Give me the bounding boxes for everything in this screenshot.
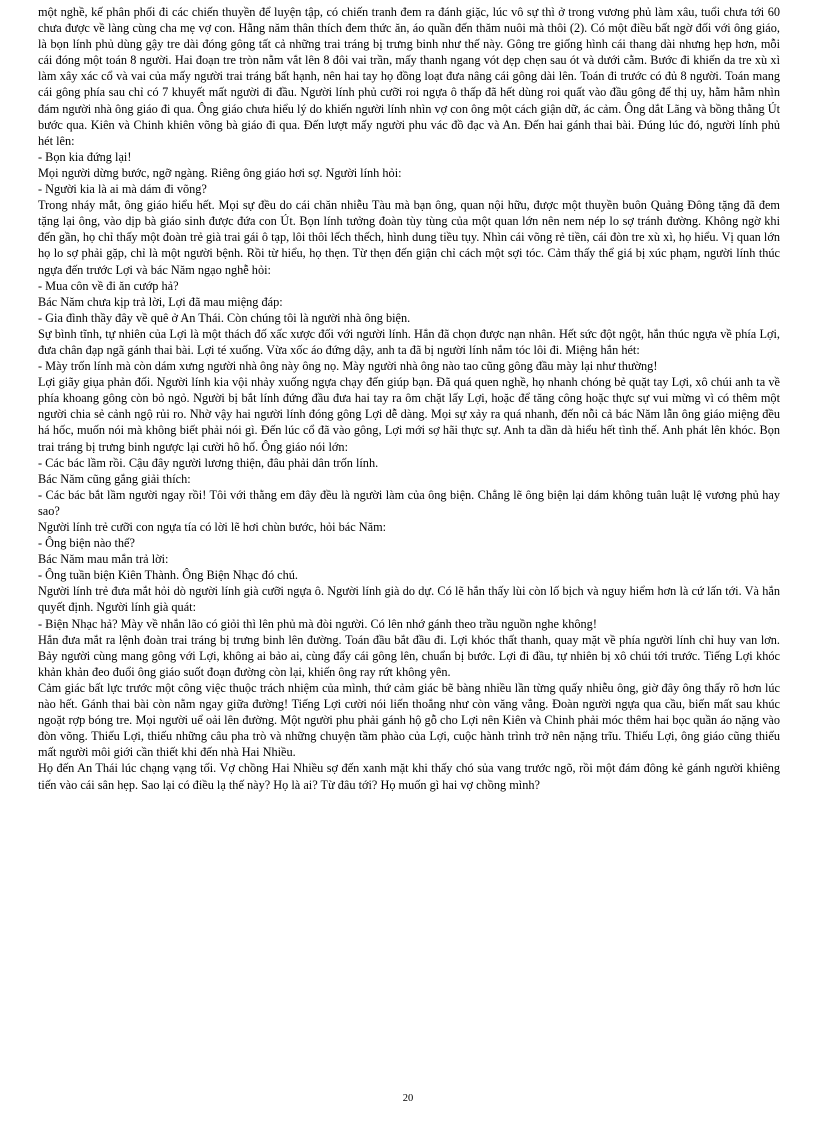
paragraph: Lợi giãy giụa phản đối. Người lính kia vội nhảy xuống ngựa chạy đến giúp bạn. Đã quá quen nghề, họ nhanh chóng bẻ quặt tay Lợi, xô chúi anh ta về phía khoang gông còn bỏ ngỏ. Người bị bắt lính đứng đầu đưa hai tay ra ôm chặt lấy Lợi, hoặc để tăng công hoặc thực sự vui mừng vì có thêm một người chia sẻ cảnh ngộ rủi ro. Nhờ vậy hai người lính đóng gông Lợi dễ dàng. Mọi sự xảy ra quá nhanh, đến nỗi cả bác Năm lẫn ông giáo miệng đều há hốc, muốn nói mà không biết phải nói gì. Đến lúc cổ đã vào gông, Lợi mới sợ hãi thực sự. Anh ta dần dà hiểu hết tình thế. Anh phát lên khóc. Bọn trai tráng bị trưng binh ngược lại cười hô hố. Ông giáo nói lớn:	[38, 375, 780, 454]
dialogue-line: - Biện Nhạc hả? Mày về nhắn lão có giỏi thì lên phủ mà đòi người. Có lên nhớ gánh theo trầu nguồn nghe không!	[38, 616, 597, 631]
paragraph: Người lính trẻ đưa mắt hỏi dò người lính già cưỡi ngựa ô. Người lính già do dự. Có lẽ hắn thấy lùi còn lố bịch và nguy hiểm hơn là cứ lấn tới. Và hắn quyết định. Người lính già quát:	[38, 584, 780, 615]
paragraph: Họ đến An Thái lúc chạng vạng tối. Vợ chồng Hai Nhiều sợ đến xanh mặt khi thấy chó sủa vang trước ngõ, rồi một đám đông kẻ gánh người khiêng tiến vào cái sân hẹp. Sao lại có điều lạ thế này? Họ là ai? Từ đâu tới? Họ muốn gì hai vợ chồng mình?	[38, 761, 780, 792]
dialogue-line: - Ông biện nào thế?	[38, 536, 135, 551]
paragraph: Bác Năm chưa kịp trả lời, Lợi đã mau miệng đáp:	[38, 294, 283, 309]
paragraph: Bác Năm cũng gắng giải thích:	[38, 471, 191, 486]
page-number: 20	[402, 1093, 414, 1104]
dialogue-line: - Các bác bắt lầm người ngay rồi! Tôi với thằng em đây đều là người làm của ông biện. Chẳng lẽ ông biện lại dám không tuân luật lệ vương phủ hay sao?	[38, 487, 780, 518]
document-body	[38, 4, 780, 793]
dialogue-line: - Gia đình thầy đây về quê ở An Thái. Còn chúng tôi là người nhà ông biện.	[38, 310, 411, 325]
paragraph: Hắn đưa mắt ra lệnh đoàn trai tráng bị trưng binh lên đường. Toán đầu bắt đầu đi. Lợi khóc thất thanh, quay mặt về phía người lính chỉ huy van lơn. Bảy người cùng mang gông với Lợi, không ai bảo ai, cùng đẩy cái gông lên, chuẩn bị bước. Lợi đi đầu, tự nhiên bị xô chúi tới trước. Tiếng Lợi khóc khản khản đeo đuổi ông giáo suốt đoạn đường còn lại, khiến ông ray rứt không yên.	[38, 632, 780, 679]
paragraph: Cảm giác bất lực trước một công việc thuộc trách nhiệm của mình, thứ cảm giác bẽ bàng nhiều lần từng quấy nhiễu ông, giờ đây ông thấy rõ hơn lúc nào hết. Gánh thai bài còn nằm ngay giữa đường! Tiếng Lợi cười nói liến thoắng như còn văng vẳng. Đoàn người ngựa qua cầu, biến mất sau khúc ngoặt rợp bóng tre. Mọi người uể oải lên đường. Một người phu phải gánh hộ gỗ cho Lợi nên Kiên và Chinh phải móc thêm hai bọc quần áo nặng vào đòn võng. Thiếu Lợi, thiếu những câu pha trò và những chuyện tầm phào của Lợi, cuộc hành trình trở nên nặng trĩu. Thiếu Lợi, ông giáo cũng thiếu mất người môi giới cần thiết khi đến nhà Hai Nhiều.	[38, 680, 780, 760]
dialogue-line: - Ông tuần biện Kiên Thành. Ông Biện Nhạc đó chú.	[38, 568, 298, 583]
paragraph: Mọi người dừng bước, ngỡ ngàng. Riêng ông giáo hơi sợ. Người lính hỏi:	[38, 165, 402, 180]
dialogue-line: - Bọn kia đứng lại!	[38, 149, 132, 164]
dialogue-line: - Người kia là ai mà dám đi võng?	[38, 182, 207, 197]
dialogue-line: - Các bác lầm rồi. Cậu đây người lương thiện, đâu phải dân trốn lính.	[38, 455, 379, 470]
paragraph: Bác Năm mau mắn trả lời:	[38, 552, 169, 567]
dialogue-line: - Mày trốn lính mà còn dám xưng người nhà ông này ông nọ. Mày người nhà ông nào tao cũng gông đầu mày lại như thường!	[38, 359, 658, 374]
paragraph: Sự bình tĩnh, tự nhiên của Lợi là một thách đố xấc xược đối với người lính. Hắn đã chọn được nạn nhân. Hết sức đột ngột, hắn thúc ngựa về phía Lợi, đưa chân đạp ngã gánh thai bài. Lợi té xuống. Vừa xốc áo đứng dậy, anh ta đã bị người lính nắm tóc lôi đi. Miệng hắn hét:	[38, 326, 780, 357]
dialogue-line: - Mua côn về đi ăn cướp hả?	[38, 278, 179, 293]
paragraph: một nghề, kế phân phối đi các chiến thuyền để luyện tập, có chiến tranh đem ra đánh giặc, lúc vô sự thì ở trong vương phủ làm xâu, tuổi chưa tới 60 chưa được về làng cùng cha mẹ vợ con. Hằng năm thân thích đem thức ăn, áo quần đến thăm nuôi mà thôi (2). Có một điều bất ngờ đối với ông giáo, là bọn lính phủ dùng gậy tre dài đóng gông tất cả những trai tráng bị trưng binh như thế này. Gông tre giống hình cái thang dài nhưng hẹp hơn, mỗi cái đóng một toán 8 người. Hai đoạn tre tròn nằm vắt lên 8 đôi vai trần, mấy thanh ngang vót dẹp chẹn sau ót và dưới cằm. Bước đi khiến da tre xù xì làm xây xác cổ và vai của mấy người trai tráng bất hạnh, nên hai tay họ đồng loạt đưa nâng cái gông dài lên. Toán đi trước có đủ 8 người. Toán mang cái gông phía sau chỉ có 7 khuyết mất người đi đầu. Người lính phủ cưỡi roi ngựa ô thấp đã hết dùng roi quất vào đầu gông để thị uy, hằm hằm nhìn đám người nhà ông giáo đi qua. Ông giáo chưa hiểu lý do khiến người lính nhìn vợ con ông một cách giận dữ, ác cảm. Ông dắt Lãng và bồng thằng Út bước qua. Kiên và Chinh khiên võng bà giáo đi qua. Đến lượt mấy người phu vác đồ đạc và An. Đến hai gánh thai bài. Đúng lúc đó, người lính phủ hét lên:	[38, 5, 780, 148]
paragraph: Trong nháy mắt, ông giáo hiểu hết. Mọi sự đều do cái chăn nhiễu Tàu mà bạn ông, quan nội hữu, được một thuyền buôn Quảng Đông tặng đã đem tặng lại ông, vào dịp bà giáo sinh được đứa con Út. Bọn lính tưởng đoàn tùy tùng của một quan lớn nên nem nép lo sợ tránh đường. Không ngờ khi đến gần, họ chỉ thấy một đoàn trẻ già trai gái ô tạp, lôi thôi lếch thếch, hình dung tiều tụy. Nhìn cái võng rẻ tiền, cái đòn tre xù xì, họ hiểu. Vị quan lớn họ lo sợ phải gặp, chỉ là một người bệnh. Rồi từ hiểu, họ thẹn. Từ thẹn đến giận chỉ cách một sợi tóc. Cảm thấy thể giá bị xúc phạm, người lính thúc ngựa đến trước Lợi và bác Năm ngạo nghễ hỏi:	[38, 198, 780, 277]
paragraph: Người lính trẻ cưỡi con ngựa tía có lời lẽ hơi chùn bước, hỏi bác Năm:	[38, 520, 387, 534]
